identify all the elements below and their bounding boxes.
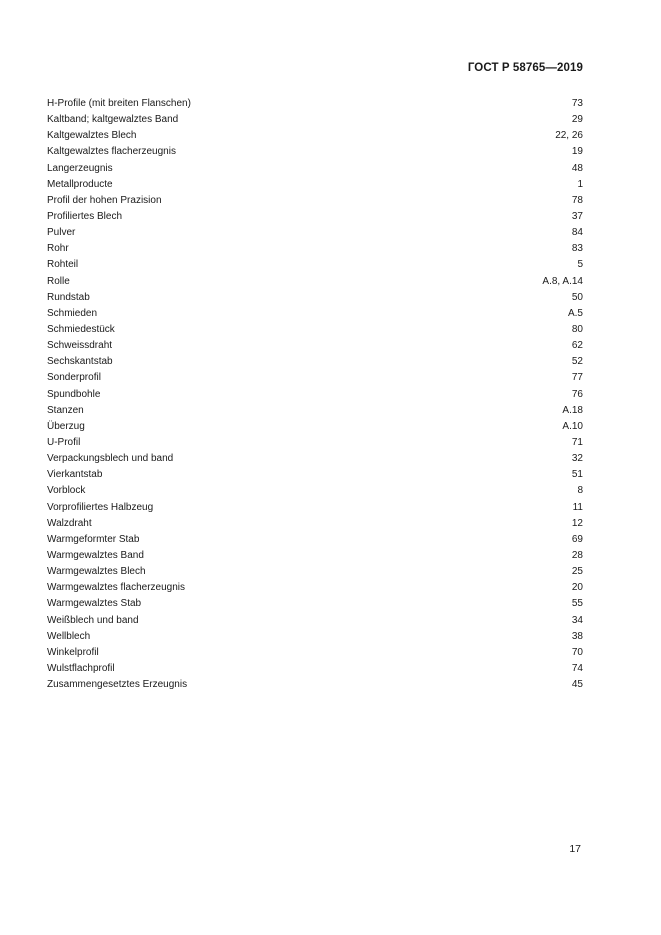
index-reference: 52 xyxy=(571,356,583,368)
page-number: 17 xyxy=(569,843,581,855)
index-entry xyxy=(47,677,583,693)
index-entry xyxy=(47,257,583,273)
index-entry xyxy=(47,225,583,241)
index-term: Zusammengesetztes Erzeugnis xyxy=(47,679,188,691)
index-entry xyxy=(47,613,583,629)
index-entry xyxy=(47,387,583,403)
index-entry xyxy=(47,177,583,193)
index-term: Pulver xyxy=(47,227,76,239)
index-entry xyxy=(47,661,583,677)
index-entry xyxy=(47,500,583,516)
index-reference: 11 xyxy=(572,501,583,513)
index-term: Kaltband; kaltgewalztes Band xyxy=(47,114,179,126)
index-term: Vierkantstab xyxy=(47,469,103,481)
index-term: Walzdraht xyxy=(47,517,92,529)
index-reference: 1 xyxy=(577,178,583,190)
index-entry xyxy=(47,274,583,290)
index-term: Verpackungsblech und band xyxy=(47,453,174,465)
index-entry xyxy=(47,322,583,338)
index-reference: 20 xyxy=(571,582,583,594)
index-reference: 51 xyxy=(571,469,583,481)
index-term: Sonderprofil xyxy=(47,372,101,384)
index-reference: 77 xyxy=(571,372,583,384)
index-entry xyxy=(47,645,583,661)
index-reference: 71 xyxy=(571,436,583,448)
index-entry xyxy=(47,370,583,386)
alphabetical-index xyxy=(47,96,583,693)
index-term: Rolle xyxy=(47,275,70,287)
index-term: Stanzen xyxy=(47,404,84,416)
index-entry xyxy=(47,209,583,225)
index-entry xyxy=(47,306,583,322)
index-reference: 28 xyxy=(571,549,583,561)
index-entry xyxy=(47,532,583,548)
index-reference: 55 xyxy=(571,598,583,610)
index-term: Schmiedestück xyxy=(47,323,115,335)
index-term: Winkelprofil xyxy=(47,646,99,658)
index-entry xyxy=(47,516,583,532)
index-entry xyxy=(47,128,583,144)
index-reference: 45 xyxy=(571,679,583,691)
index-term: Rohteil xyxy=(47,259,79,271)
index-reference: 38 xyxy=(571,630,583,642)
index-reference: 70 xyxy=(571,646,583,658)
index-entry xyxy=(47,144,583,160)
index-entry xyxy=(47,193,583,209)
index-term: H-Profile (mit breiten Flanschen) xyxy=(47,98,191,109)
index-term: Kaltgewalztes flacherzeugnis xyxy=(47,146,176,158)
index-term: Vorblock xyxy=(47,485,86,497)
index-term: Warmgewalztes Band xyxy=(47,549,144,561)
index-entry xyxy=(47,96,583,112)
index-reference: 76 xyxy=(571,388,583,400)
index-reference: 84 xyxy=(571,227,583,239)
index-term: Warmgewalztes flacherzeugnis xyxy=(47,582,186,594)
index-term: U-Profil xyxy=(47,436,81,448)
index-reference: 25 xyxy=(571,566,583,578)
index-reference: 80 xyxy=(571,323,583,335)
index-entry xyxy=(47,112,583,128)
document-header: ГОСТ Р 58765—2019 xyxy=(467,62,583,74)
index-reference: 73 xyxy=(571,98,583,109)
index-reference: 78 xyxy=(571,194,583,206)
index-entry xyxy=(47,354,583,370)
index-term: Wellblech xyxy=(47,630,91,642)
index-reference: A.10 xyxy=(562,420,583,432)
index-reference: A.5 xyxy=(567,307,583,319)
index-reference: A.18 xyxy=(562,404,583,416)
index-term: Weißblech und band xyxy=(47,614,139,626)
index-term: Wulstflachprofil xyxy=(47,662,115,674)
index-term: Vorprofiliertes Halbzeug xyxy=(47,501,154,513)
index-term: Langerzeugnis xyxy=(47,162,113,174)
index-term: Sechskantstab xyxy=(47,356,113,368)
index-term: Warmgewalztes Stab xyxy=(47,598,142,610)
index-reference: 12 xyxy=(571,517,583,529)
index-entry xyxy=(47,338,583,354)
index-term: Spundbohle xyxy=(47,388,101,400)
index-entry xyxy=(47,241,583,257)
index-reference: 48 xyxy=(571,162,583,174)
index-term: Metallproducte xyxy=(47,178,113,190)
index-reference: 29 xyxy=(571,114,583,126)
index-entry xyxy=(47,564,583,580)
index-reference: 32 xyxy=(571,453,583,465)
index-term: Schweissdraht xyxy=(47,340,113,352)
index-entry xyxy=(47,451,583,467)
index-entry xyxy=(47,403,583,419)
index-entry xyxy=(47,629,583,645)
index-reference: A.8, A.14 xyxy=(542,275,583,287)
index-reference: 50 xyxy=(571,291,583,303)
index-entry xyxy=(47,580,583,596)
index-entry xyxy=(47,290,583,306)
index-reference: 37 xyxy=(571,210,583,222)
index-reference: 8 xyxy=(577,485,583,497)
index-term: Warmgeformter Stab xyxy=(47,533,140,545)
index-entry xyxy=(47,548,583,564)
index-term: Profiliertes Blech xyxy=(47,210,123,222)
index-term: Profil der hohen Prazision xyxy=(47,194,162,206)
index-term: Rohr xyxy=(47,243,69,255)
index-entry xyxy=(47,596,583,612)
index-entry xyxy=(47,483,583,499)
index-reference: 19 xyxy=(571,146,583,158)
index-term: Überzug xyxy=(47,420,85,432)
index-reference: 5 xyxy=(577,259,583,271)
index-entry xyxy=(47,467,583,483)
index-reference: 62 xyxy=(571,340,583,352)
index-entry xyxy=(47,419,583,435)
index-entry xyxy=(47,435,583,451)
index-reference: 69 xyxy=(571,533,583,545)
index-reference: 74 xyxy=(571,662,583,674)
index-entry xyxy=(47,161,583,177)
index-term: Rundstab xyxy=(47,291,90,303)
index-term: Warmgewalztes Blech xyxy=(47,566,146,578)
index-term: Kaltgewalztes Blech xyxy=(47,130,137,142)
index-reference: 22, 26 xyxy=(555,130,583,142)
index-reference: 34 xyxy=(571,614,583,626)
index-term: Schmieden xyxy=(47,307,98,319)
index-reference: 83 xyxy=(571,243,583,255)
